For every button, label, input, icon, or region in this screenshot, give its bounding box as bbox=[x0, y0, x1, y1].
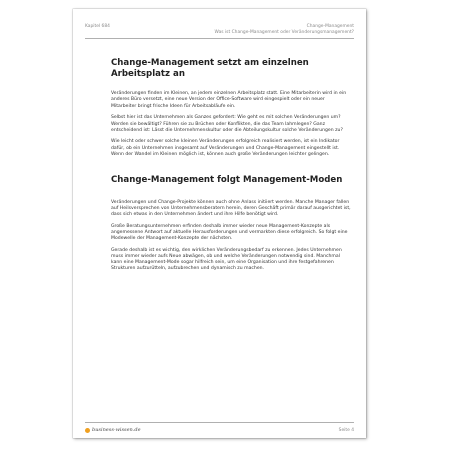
header-title: Change-Management bbox=[306, 24, 354, 29]
section-1-paragraph-2: Selbst hier ist das Unternehmen als Ganzes gefordert: Wie geht es mit solchen Veränderungen um? Werden sie bewältigt? Führen sie zu Brüchen oder Konflikten, die das Team lahmlegen? Ganz entscheidend ist: Lässt die Unternehmenskultur oder die Abteilungskultur solche Veränderungen zu? bbox=[111, 115, 343, 133]
section-heading-1: Change-Management setzt am einzelnen Arbeitsplatz an bbox=[111, 58, 309, 79]
logo-dot-icon bbox=[85, 428, 90, 433]
chapter-label: Kapitel 684 bbox=[85, 24, 110, 29]
document-page bbox=[73, 9, 366, 438]
page-content bbox=[111, 58, 351, 273]
logo-text: business-wissen.de bbox=[92, 427, 141, 433]
section-2-paragraph-1: Veränderungen und Change-Projekte können auch ohne Anlass initiiert werden. Manche Manager fallen auf Heilsversprechen von Unternehmensberatern herein, deren Geschäft primär darauf ausgerichtet ist, dass sich etwas in den Unternehmen ändert und ihre Hilfe benötigt wird. bbox=[111, 199, 351, 218]
section-1-paragraph-1: Veränderungen finden im Kleinen, an jedem einzelnen Arbeitsplatz statt. Eine Mitarbeiterin wird in ein anderes Büro versetzt, eine neue Version der Office-Software wird eingespielt oder ein neuer Mitarbeiter bringt frische Ideen für Arbeitsabläufe ein. bbox=[111, 91, 347, 109]
running-header bbox=[215, 24, 354, 35]
section-1-paragraph-3: Wie leicht oder schwer solche kleinen Veränderungen erfolgreich realisiert werden, ist ein Indikator dafür, ob ein Unternehmen insgesamt auf Veränderungen und Change-Management eingestellt ist. Wenn der Wandel im Kleinen möglich ist, können auch große Veränderungen leichter gelingen. bbox=[111, 139, 340, 157]
section-2-paragraph-3: Gerade deshalb ist es wichtig, den wirklichen Veränderungsbedarf zu erkennen. Jedes Unternehmen muss immer wieder aufs Neue abwägen, ob und welche Veränderungen notwendig sind. Manchmal kann eine Management-Mode sogar hilfreich sein, um eine Organisation und ihre festgefahrenen Strukturen aufzurütteln, aufzubrechen und dynamisch zu machen. bbox=[111, 247, 342, 272]
page-number: Seite 4 bbox=[338, 428, 354, 433]
header-rule bbox=[85, 38, 354, 39]
header-subtitle: Was ist Change-Management oder Veränderungsmanagement? bbox=[214, 29, 354, 35]
footer-logo bbox=[85, 427, 141, 433]
section-2-paragraph-2: Große Beratungsunternehmen erfinden deshalb immer wieder neue Management-Konzepte als angemessene Antwort auf aktuelle Herausforderungen und vermarkten diese erfolgreich. So folgt eine Modewelle der Management-Konzepte der nächsten. bbox=[111, 223, 348, 242]
section-heading-2: Change-Management folgt Management-Moden bbox=[111, 175, 343, 186]
footer-rule bbox=[85, 422, 354, 423]
